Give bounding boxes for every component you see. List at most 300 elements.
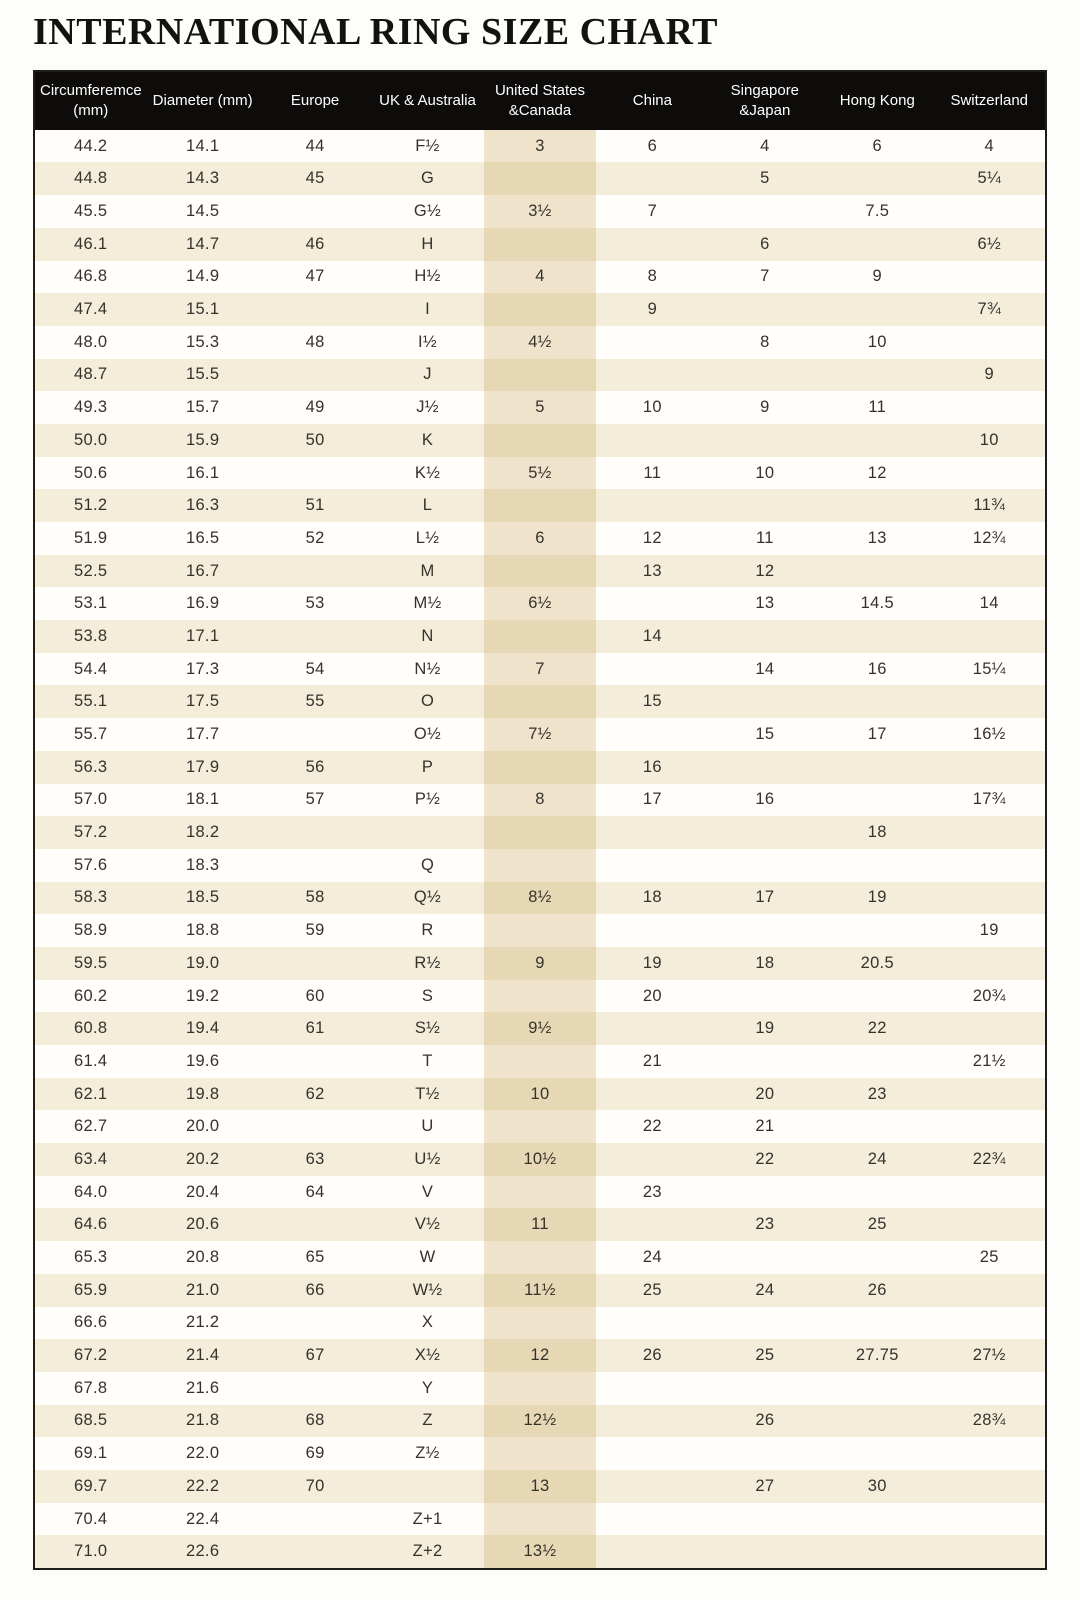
cell-china: 7 xyxy=(647,202,658,221)
cell-switzerland: 20¾ xyxy=(972,986,1006,1005)
column-header-switzerland: Switzerland xyxy=(934,71,1047,130)
table-row xyxy=(34,326,1046,359)
cell-china: 26 xyxy=(642,1346,662,1365)
table-row xyxy=(34,1012,1046,1045)
table-row xyxy=(34,718,1046,751)
table-row xyxy=(34,1405,1046,1438)
table-row xyxy=(34,1503,1046,1536)
cell-us_canada: 12 xyxy=(484,1339,596,1372)
cell-hong_kong xyxy=(821,1307,933,1340)
cell-circumference: 62.1 xyxy=(74,1084,108,1103)
table-row xyxy=(34,1535,1046,1569)
cell-switzerland xyxy=(934,1274,1047,1307)
cell-us_canada: 7 xyxy=(484,653,596,686)
cell-switzerland: 28¾ xyxy=(972,1411,1006,1430)
cell-hong_kong xyxy=(821,1110,933,1143)
cell-hong_kong xyxy=(821,359,933,392)
cell-diameter: 22.6 xyxy=(185,1542,220,1561)
cell-europe: 53 xyxy=(305,594,325,613)
cell-uk_australia: O½ xyxy=(413,725,442,744)
cell-circumference: 48.0 xyxy=(74,332,108,351)
table-row xyxy=(34,391,1046,424)
cell-switzerland: 27½ xyxy=(972,1346,1006,1365)
cell-circumference: 49.3 xyxy=(74,398,108,417)
table-row xyxy=(34,522,1046,555)
cell-hong_kong: 25 xyxy=(867,1215,887,1234)
cell-circumference: 56.3 xyxy=(74,757,108,776)
cell-switzerland: 15¼ xyxy=(972,659,1006,678)
column-header-diameter: Diameter (mm) xyxy=(146,71,258,130)
cell-singapore_japan: 11 xyxy=(755,528,774,547)
cell-europe: 45 xyxy=(305,169,325,188)
cell-hong_kong xyxy=(821,685,933,718)
cell-circumference: 71.0 xyxy=(74,1542,108,1561)
cell-diameter: 14.7 xyxy=(185,234,220,253)
cell-diameter: 16.1 xyxy=(185,463,220,482)
cell-hong_kong xyxy=(821,1503,933,1536)
cell-diameter: 15.3 xyxy=(185,332,220,351)
cell-uk_australia: N xyxy=(421,626,434,645)
cell-diameter: 22.4 xyxy=(185,1509,220,1528)
cell-diameter: 19.6 xyxy=(185,1051,220,1070)
cell-europe: 59 xyxy=(305,921,325,940)
cell-uk_australia: Y xyxy=(421,1378,434,1397)
table-row xyxy=(34,1176,1046,1209)
cell-hong_kong xyxy=(821,620,933,653)
cell-hong_kong xyxy=(821,784,933,817)
cell-circumference: 59.5 xyxy=(74,953,108,972)
column-header-singapore_japan: Singapore &Japan xyxy=(709,71,821,130)
table-row xyxy=(34,195,1046,228)
cell-circumference: 62.7 xyxy=(74,1117,108,1136)
cell-singapore_japan xyxy=(709,1045,821,1078)
cell-china: 6 xyxy=(647,136,658,155)
cell-diameter: 16.5 xyxy=(185,528,220,547)
cell-us_canada xyxy=(484,685,596,718)
cell-singapore_japan xyxy=(709,1372,821,1405)
cell-hong_kong xyxy=(821,1241,933,1274)
cell-hong_kong: 16 xyxy=(867,659,887,678)
cell-switzerland: 9 xyxy=(984,365,994,384)
table-row xyxy=(34,457,1046,490)
cell-us_canada: 5½ xyxy=(484,457,596,490)
cell-europe: 46 xyxy=(305,234,325,253)
cell-europe: 67 xyxy=(305,1346,325,1365)
cell-europe xyxy=(259,1535,371,1569)
cell-circumference: 51.9 xyxy=(74,528,108,547)
cell-europe xyxy=(259,718,371,751)
cell-circumference: 46.8 xyxy=(74,267,108,286)
cell-us_canada xyxy=(484,1176,596,1209)
cell-uk_australia: Z+1 xyxy=(412,1509,443,1528)
cell-europe: 48 xyxy=(305,332,325,351)
cell-uk_australia: K xyxy=(421,430,434,449)
table-row xyxy=(34,228,1046,261)
cell-diameter: 15.1 xyxy=(185,300,220,319)
cell-hong_kong: 13 xyxy=(867,528,887,547)
cell-uk_australia: S½ xyxy=(414,1019,441,1038)
cell-singapore_japan: 10 xyxy=(755,463,775,482)
cell-circumference: 58.3 xyxy=(74,888,108,907)
table-row xyxy=(34,980,1046,1013)
cell-europe: 52 xyxy=(305,528,325,547)
cell-europe: 51 xyxy=(305,496,325,515)
cell-diameter: 21.2 xyxy=(185,1313,220,1332)
cell-switzerland: 10 xyxy=(979,430,999,449)
cell-hong_kong xyxy=(821,293,933,326)
cell-uk_australia: U½ xyxy=(414,1149,441,1168)
table-row xyxy=(34,1110,1046,1143)
cell-circumference: 57.2 xyxy=(74,823,108,842)
cell-china xyxy=(596,1012,708,1045)
cell-uk_australia: M xyxy=(420,561,435,580)
cell-singapore_japan: 22 xyxy=(755,1149,775,1168)
cell-singapore_japan: 13 xyxy=(755,594,775,613)
cell-diameter: 18.3 xyxy=(185,855,220,874)
cell-diameter: 22.0 xyxy=(185,1444,220,1463)
cell-us_canada: 4½ xyxy=(484,326,596,359)
cell-uk_australia: L xyxy=(422,496,433,515)
cell-europe: 44 xyxy=(305,136,325,155)
cell-hong_kong xyxy=(821,849,933,882)
cell-uk_australia: S xyxy=(421,986,434,1005)
cell-china: 17 xyxy=(642,790,662,809)
cell-china: 12 xyxy=(642,528,662,547)
cell-china xyxy=(596,326,708,359)
cell-diameter: 17.9 xyxy=(185,757,220,776)
cell-uk_australia: R½ xyxy=(414,953,441,972)
cell-circumference: 50.6 xyxy=(74,463,108,482)
cell-switzerland xyxy=(934,849,1047,882)
cell-circumference: 67.2 xyxy=(74,1346,108,1365)
cell-china: 20 xyxy=(642,986,662,1005)
cell-circumference: 67.8 xyxy=(74,1378,108,1397)
table-row xyxy=(34,685,1046,718)
cell-europe xyxy=(259,1307,371,1340)
table-row xyxy=(34,359,1046,392)
cell-hong_kong: 19 xyxy=(867,888,887,907)
cell-switzerland xyxy=(934,1078,1047,1111)
cell-singapore_japan: 9 xyxy=(760,398,770,417)
table-row xyxy=(34,1470,1046,1503)
cell-switzerland xyxy=(934,1503,1047,1536)
cell-china: 16 xyxy=(642,757,662,776)
cell-uk_australia: H xyxy=(421,234,434,253)
cell-switzerland xyxy=(934,1470,1047,1503)
cell-switzerland: 16½ xyxy=(972,725,1006,744)
cell-switzerland: 21½ xyxy=(972,1051,1006,1070)
cell-diameter: 19.2 xyxy=(185,986,220,1005)
table-row xyxy=(34,261,1046,294)
cell-diameter: 17.5 xyxy=(185,692,220,711)
cell-circumference: 64.0 xyxy=(74,1182,108,1201)
cell-switzerland: 5¼ xyxy=(977,169,1002,188)
cell-us_canada: 12½ xyxy=(484,1405,596,1438)
ring-size-table xyxy=(33,70,1047,1570)
cell-europe: 61 xyxy=(305,1019,325,1038)
cell-hong_kong: 18 xyxy=(867,823,887,842)
cell-europe xyxy=(259,620,371,653)
cell-us_canada: 7½ xyxy=(484,718,596,751)
cell-hong_kong: 7.5 xyxy=(865,202,890,221)
cell-hong_kong: 26 xyxy=(867,1280,887,1299)
cell-us_canada: 6 xyxy=(484,522,596,555)
cell-diameter: 14.9 xyxy=(185,267,220,286)
column-header-us_canada: United States &Canada xyxy=(484,71,596,130)
table-row xyxy=(34,914,1046,947)
cell-europe xyxy=(259,816,371,849)
cell-china: 13 xyxy=(642,561,662,580)
table-row xyxy=(34,1241,1046,1274)
cell-china xyxy=(596,1078,708,1111)
table-row xyxy=(34,424,1046,457)
cell-switzerland xyxy=(934,816,1047,849)
cell-singapore_japan: 4 xyxy=(760,136,770,155)
table-row xyxy=(34,620,1046,653)
cell-switzerland xyxy=(934,1372,1047,1405)
table-row xyxy=(34,816,1046,849)
cell-circumference: 51.2 xyxy=(74,496,108,515)
cell-china xyxy=(596,1405,708,1438)
cell-singapore_japan xyxy=(709,1503,821,1536)
cell-us_canada xyxy=(484,1503,596,1536)
cell-europe: 70 xyxy=(305,1476,325,1495)
cell-singapore_japan xyxy=(709,1437,821,1470)
cell-europe xyxy=(259,359,371,392)
cell-singapore_japan xyxy=(709,1307,821,1340)
table-row xyxy=(34,555,1046,588)
cell-singapore_japan: 27 xyxy=(755,1476,775,1495)
page-title: INTERNATIONAL RING SIZE CHART xyxy=(33,11,718,53)
cell-circumference: 64.6 xyxy=(74,1215,108,1234)
cell-switzerland xyxy=(934,261,1047,294)
cell-uk_australia: I xyxy=(425,300,430,319)
cell-china: 25 xyxy=(642,1280,662,1299)
cell-circumference: 69.1 xyxy=(74,1444,108,1463)
table-row xyxy=(34,1143,1046,1176)
cell-singapore_japan xyxy=(709,816,821,849)
cell-us_canada xyxy=(484,424,596,457)
cell-hong_kong: 6 xyxy=(872,136,883,155)
cell-circumference: 44.2 xyxy=(74,136,108,155)
cell-china xyxy=(596,653,708,686)
cell-china: 18 xyxy=(642,888,662,907)
table-row xyxy=(34,849,1046,882)
cell-us_canada: 3 xyxy=(484,130,596,163)
cell-singapore_japan: 26 xyxy=(755,1411,775,1430)
cell-switzerland xyxy=(934,1535,1047,1569)
cell-switzerland xyxy=(934,391,1047,424)
cell-uk_australia: G xyxy=(420,169,435,188)
cell-hong_kong xyxy=(821,1437,933,1470)
cell-us_canada: 5 xyxy=(484,391,596,424)
cell-singapore_japan xyxy=(709,914,821,947)
cell-us_canada xyxy=(484,751,596,784)
cell-uk_australia: Z xyxy=(422,1411,433,1430)
column-header-circumference: Circumferemce (mm) xyxy=(34,71,146,130)
cell-us_canada: 11 xyxy=(484,1208,596,1241)
cell-hong_kong xyxy=(821,489,933,522)
cell-china xyxy=(596,1503,708,1536)
cell-switzerland xyxy=(934,555,1047,588)
cell-hong_kong: 30 xyxy=(867,1476,887,1495)
table-header xyxy=(34,71,1046,130)
cell-hong_kong: 27.75 xyxy=(855,1346,899,1365)
cell-circumference: 47.4 xyxy=(74,300,108,319)
cell-europe xyxy=(259,1208,371,1241)
cell-us_canada xyxy=(484,293,596,326)
cell-europe: 66 xyxy=(305,1280,325,1299)
cell-hong_kong: 22 xyxy=(867,1019,887,1038)
cell-europe: 57 xyxy=(305,790,325,809)
table-row xyxy=(34,1274,1046,1307)
cell-china xyxy=(596,914,708,947)
cell-uk_australia: L½ xyxy=(415,528,440,547)
cell-us_canada xyxy=(484,555,596,588)
cell-circumference: 70.4 xyxy=(74,1509,108,1528)
cell-circumference: 60.8 xyxy=(74,1019,108,1038)
cell-uk_australia: Q½ xyxy=(413,888,442,907)
cell-singapore_japan: 24 xyxy=(755,1280,775,1299)
cell-singapore_japan: 15 xyxy=(755,725,775,744)
cell-singapore_japan xyxy=(709,359,821,392)
cell-hong_kong: 11 xyxy=(868,398,887,417)
cell-circumference: 58.9 xyxy=(74,921,108,940)
cell-switzerland xyxy=(934,457,1047,490)
cell-us_canada: 8½ xyxy=(484,882,596,915)
cell-diameter: 18.2 xyxy=(185,823,220,842)
cell-uk_australia: P½ xyxy=(414,790,441,809)
cell-uk_australia xyxy=(371,816,483,849)
cell-singapore_japan: 18 xyxy=(755,953,775,972)
cell-singapore_japan xyxy=(709,620,821,653)
cell-diameter: 20.2 xyxy=(185,1149,220,1168)
cell-circumference: 55.1 xyxy=(74,692,108,711)
cell-uk_australia: N½ xyxy=(414,659,441,678)
cell-china xyxy=(596,849,708,882)
table-row xyxy=(34,1437,1046,1470)
cell-hong_kong xyxy=(821,914,933,947)
cell-uk_australia: U xyxy=(421,1117,434,1136)
cell-hong_kong: 9 xyxy=(872,267,883,286)
cell-china xyxy=(596,1208,708,1241)
cell-diameter: 14.5 xyxy=(185,202,220,221)
cell-singapore_japan: 16 xyxy=(755,790,775,809)
cell-china xyxy=(596,1437,708,1470)
cell-diameter: 19.4 xyxy=(185,1019,220,1038)
cell-europe: 58 xyxy=(305,888,325,907)
cell-us_canada: 8 xyxy=(484,784,596,817)
cell-diameter: 16.9 xyxy=(185,594,220,613)
cell-diameter: 17.1 xyxy=(185,626,220,645)
cell-hong_kong xyxy=(821,424,933,457)
cell-hong_kong xyxy=(821,1176,933,1209)
table-row xyxy=(34,784,1046,817)
cell-circumference: 45.5 xyxy=(74,202,108,221)
cell-singapore_japan xyxy=(709,849,821,882)
cell-uk_australia: T½ xyxy=(415,1084,440,1103)
cell-china: 15 xyxy=(642,692,662,711)
table-row xyxy=(34,1339,1046,1372)
cell-us_canada xyxy=(484,359,596,392)
cell-switzerland xyxy=(934,620,1047,653)
cell-us_canada: 9½ xyxy=(484,1012,596,1045)
cell-us_canada xyxy=(484,980,596,1013)
cell-uk_australia: V½ xyxy=(414,1215,441,1234)
cell-switzerland: 25 xyxy=(979,1248,999,1267)
cell-us_canada xyxy=(484,1437,596,1470)
cell-china xyxy=(596,718,708,751)
cell-singapore_japan xyxy=(709,424,821,457)
cell-switzerland xyxy=(934,195,1047,228)
cell-us_canada xyxy=(484,620,596,653)
cell-diameter: 22.2 xyxy=(185,1476,220,1495)
cell-us_canada: 11½ xyxy=(484,1274,596,1307)
cell-uk_australia: Z½ xyxy=(415,1444,440,1463)
column-header-hong_kong: Hong Kong xyxy=(821,71,933,130)
table-row xyxy=(34,1045,1046,1078)
cell-europe xyxy=(259,1110,371,1143)
table-row xyxy=(34,1307,1046,1340)
cell-switzerland: 22¾ xyxy=(972,1149,1006,1168)
table-row xyxy=(34,489,1046,522)
cell-singapore_japan xyxy=(709,980,821,1013)
cell-china xyxy=(596,424,708,457)
cell-singapore_japan: 25 xyxy=(755,1346,775,1365)
cell-singapore_japan xyxy=(709,1241,821,1274)
cell-uk_australia: J½ xyxy=(416,398,439,417)
table-row xyxy=(34,653,1046,686)
cell-china xyxy=(596,1307,708,1340)
cell-circumference: 44.8 xyxy=(74,169,108,188)
cell-hong_kong xyxy=(821,1372,933,1405)
cell-china xyxy=(596,1535,708,1569)
table-row xyxy=(34,751,1046,784)
table-row xyxy=(34,130,1046,163)
cell-europe xyxy=(259,457,371,490)
cell-china xyxy=(596,816,708,849)
cell-switzerland xyxy=(934,947,1047,980)
cell-uk_australia: Q xyxy=(420,855,435,874)
cell-china: 22 xyxy=(642,1117,662,1136)
cell-hong_kong xyxy=(821,1535,933,1569)
table-row xyxy=(34,882,1046,915)
cell-uk_australia: W xyxy=(419,1248,436,1267)
cell-uk_australia: R xyxy=(421,921,434,940)
cell-circumference: 48.7 xyxy=(74,365,108,384)
cell-china xyxy=(596,1470,708,1503)
cell-us_canada xyxy=(484,1241,596,1274)
cell-us_canada xyxy=(484,849,596,882)
cell-circumference: 53.1 xyxy=(74,594,108,613)
cell-circumference: 65.9 xyxy=(74,1280,108,1299)
cell-hong_kong: 14.5 xyxy=(860,594,894,613)
cell-hong_kong xyxy=(821,1045,933,1078)
cell-china: 21 xyxy=(642,1051,662,1070)
cell-singapore_japan: 19 xyxy=(755,1019,775,1038)
cell-diameter: 15.7 xyxy=(185,398,220,417)
cell-circumference: 57.0 xyxy=(74,790,108,809)
cell-circumference: 61.4 xyxy=(74,1051,108,1070)
cell-us_canada xyxy=(484,1045,596,1078)
cell-china: 19 xyxy=(642,953,662,972)
table-row xyxy=(34,293,1046,326)
cell-europe xyxy=(259,1045,371,1078)
cell-diameter: 15.5 xyxy=(185,365,220,384)
cell-hong_kong: 12 xyxy=(867,463,887,482)
cell-hong_kong xyxy=(821,1405,933,1438)
cell-europe xyxy=(259,1372,371,1405)
